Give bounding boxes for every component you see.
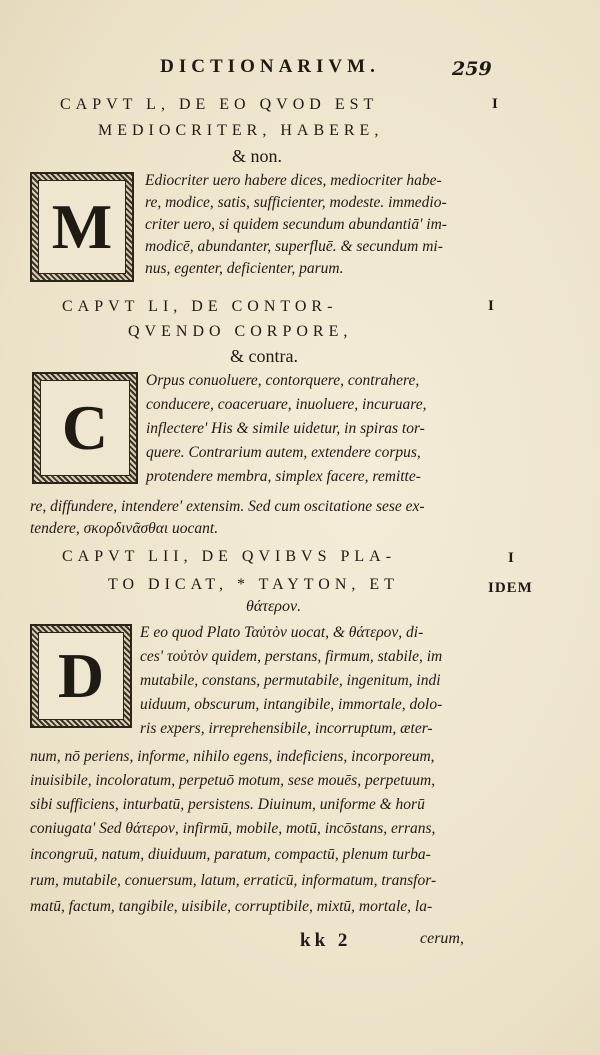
text-line: incongruū, natum, diuiduum, paratum, compactū, plenum turba-	[30, 846, 431, 863]
text-line: Orpus conuoluere, contorquere, contrahere,	[146, 372, 420, 389]
text-line: uiduum, obscurum, intangibile, immortale, dolo-	[140, 696, 443, 713]
margin-note: IDEM	[488, 580, 533, 596]
text-line: protendere membra, simplex facere, remitte-	[146, 468, 421, 485]
decorated-initial: M	[30, 172, 134, 282]
margin-note: I	[508, 550, 515, 566]
text-line: re, diffundere, intendere' extensim. Sed cum oscitatione sese ex-	[30, 498, 425, 515]
text-line: E eo quod Plato Ταὐτὸν uocat, & θάτερον, di-	[140, 624, 424, 641]
text-line: nus, egenter, deficienter, parum.	[145, 260, 344, 277]
margin-note: I	[488, 298, 495, 314]
text-line: modicē, abundanter, superfluē. & secundum mi-	[145, 238, 443, 255]
catchword: cerum,	[420, 930, 464, 947]
chapter-heading: TO DICAT, * TAYTON, ET	[108, 576, 399, 593]
text-line: mutabile, constans, permutabile, ingenitum, indi	[140, 672, 441, 689]
signature-mark: kk 2	[300, 930, 352, 951]
decorated-initial: C	[32, 372, 138, 484]
text-line: Ediocriter uero habere dices, mediocriter habe-	[145, 172, 442, 189]
chapter-subheading: & non.	[232, 146, 283, 166]
text-line: rum, mutabile, conuersum, latum, erraticū, informatum, transfor-	[30, 872, 437, 889]
chapter-heading: CAPVT LII, DE QVIBVS PLA-	[62, 548, 397, 565]
text-line: quere. Contrarium autem, extendere corpus,	[146, 444, 421, 461]
margin-note: I	[492, 96, 499, 112]
text-line: criter uero, si quidem secundum abundantiā' im-	[145, 216, 447, 233]
running-title: DICTIONARIVM.	[160, 56, 380, 77]
chapter-subheading: & contra.	[230, 346, 298, 366]
text-line: num, nō periens, informe, nihilo egens, indeficiens, incorporeum,	[30, 748, 435, 765]
text-line: inuisibile, incoloratum, perpetuō motum, sese mouēs, perpetuum,	[30, 772, 436, 789]
chapter-heading: CAPVT L, DE EO QVOD EST	[60, 96, 379, 113]
text-line: inflectere' His & simile uidetur, in spiras tor-	[146, 420, 425, 437]
folio-number: 259	[452, 58, 492, 80]
text-line: matū, factum, tangibile, uisibile, corruptibile, mixtū, mortale, la-	[30, 898, 433, 915]
text-line: coniugata' Sed θάτερον, infirmū, mobile, motū, incōstans, errans,	[30, 820, 436, 837]
text-line: tendere, σκορδινᾶσθαι uocant.	[30, 520, 219, 537]
text-line: re, modice, satis, sufficienter, modeste. immedio-	[145, 194, 447, 211]
chapter-subheading: θάτερον.	[246, 598, 302, 615]
chapter-heading: QVENDO CORPORE,	[128, 323, 353, 340]
text-line: ces' τοὐτὸν quidem, perstans, firmum, stabile, im	[140, 648, 443, 665]
chapter-heading: CAPVT LI, DE CONTOR-	[62, 298, 338, 315]
text-line: ris expers, irreprehensibile, incorruptum, æter-	[140, 720, 433, 737]
chapter-heading: MEDIOCRITER, HABERE,	[98, 122, 384, 139]
text-line: sibi sufficiens, inturbatū, persistens. Diuinum, uniforme & horū	[30, 796, 425, 813]
decorated-initial: D	[30, 624, 132, 728]
text-line: conducere, coaceruare, inuoluere, incuruare,	[146, 396, 427, 413]
